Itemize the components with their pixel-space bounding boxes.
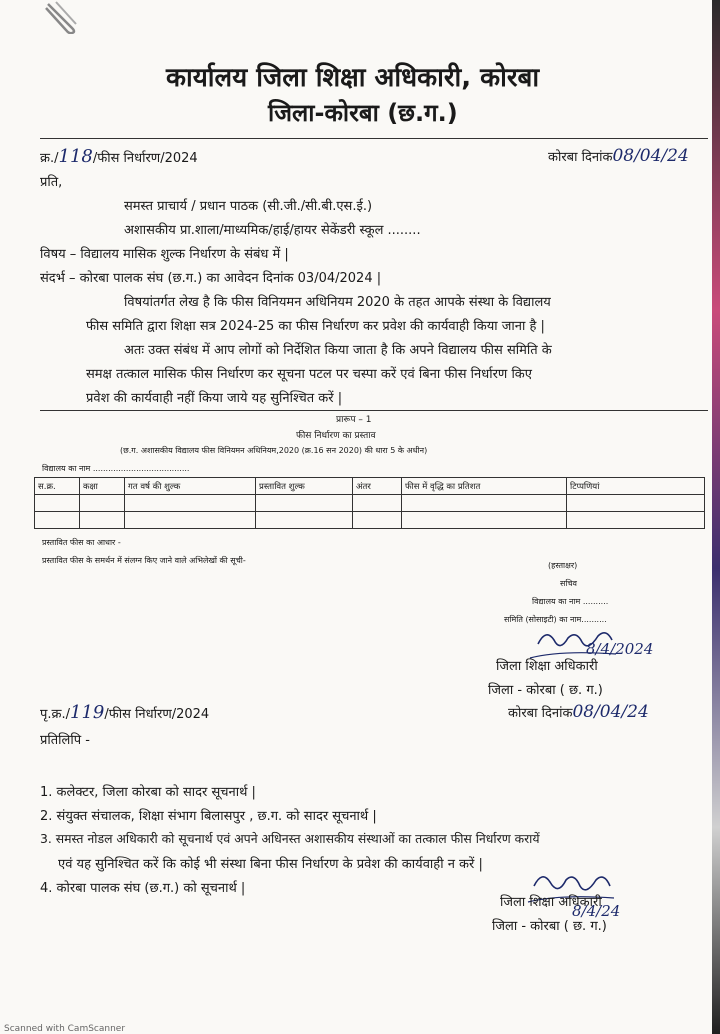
table-row <box>35 512 705 529</box>
fee-table-header <box>35 478 705 495</box>
form-school-name-line: विद्यालय का नाम .......... <box>532 597 609 606</box>
district-heading: जिला-कोरबा (छ.ग.) <box>268 99 458 127</box>
cc-item-3-continued: एवं यह सुनिश्चित करें कि कोई भी संस्था बिना फीस निर्धारण के प्रवेश की कार्यवाही न करें | <box>58 857 483 872</box>
to-label: प्रति, <box>40 175 63 190</box>
scanner-watermark: Scanned with CamScanner <box>4 1024 126 1034</box>
copy-ref-line <box>40 702 209 723</box>
header-rule <box>40 138 708 139</box>
cc-label: प्रतिलिपि - <box>40 733 90 748</box>
cc-item-3: 3. समस्त नोडल अधिकारी को सूचनार्थ एवं अपने अधिनस्त अशासकीय संस्थाओं का तत्काल फीस निर्धारण करायें <box>40 831 540 846</box>
form-title: फीस निर्धारण का प्रस्ताव <box>296 431 376 441</box>
fee-table <box>34 477 705 529</box>
ref-number-handwritten: 118 <box>58 146 93 167</box>
col-remarks: टिप्पणियां <box>567 478 705 495</box>
table-row <box>35 495 705 512</box>
signature-1-officer: जिला शिक्षा अधिकारी <box>496 659 598 674</box>
signature-1-date: 8/4/2024 <box>586 640 654 658</box>
col-serial: स.क्र. <box>35 478 80 495</box>
fee-basis-label: प्रस्तावित फीस का आधार - <box>42 538 121 547</box>
copy-ref-suffix: /फीस निर्धारण/2024 <box>104 707 210 722</box>
copy-ref-prefix: पृ.क्र./ <box>40 707 71 722</box>
school-name-label: विद्यालय का नाम ...................................... <box>42 464 190 473</box>
col-class: कक्षा <box>80 478 125 495</box>
date-handwritten: 08/04/24 <box>612 146 689 166</box>
col-last-year-fee: गत वर्ष की शुल्क <box>125 478 256 495</box>
signature-2-district: जिला - कोरबा ( छ. ग.) <box>492 919 607 934</box>
ref-prefix: क्र./ <box>40 151 59 166</box>
form-act-reference: (छ.ग. अशासकीय विद्यालय फीस विनियमन अधिनियम,2020 (क्र.16 सन 2020) की धारा 5 के अधीन) <box>120 446 428 455</box>
recipient-line-2: अशासकीय प्रा.शाला/माध्यमिक/हाई/हायर सेकेंडरी स्कूल ........ <box>124 223 421 238</box>
records-list-label: प्रस्तावित फीस के समर्थन में संलग्न किए जाने वाले अभिलेखों की सूची- <box>42 556 246 565</box>
col-difference: अंतर <box>353 478 402 495</box>
ref-line <box>40 146 198 167</box>
paper-clip-icon <box>42 0 82 34</box>
cc-item-2: 2. संयुक्त संचालक, शिक्षा संभाग बिलासपुर , छ.ग. को सादर सूचनार्थ | <box>40 809 377 824</box>
cc-item-4: 4. कोरबा पालक संघ (छ.ग.) को सूचनार्थ | <box>40 881 246 896</box>
secretary-label: सचिव <box>560 579 578 588</box>
para1-line2: फीस समिति द्वारा शिक्षा सत्र 2024-25 का फीस निर्धारण कर प्रवेश की कार्यवाही किया जाना है | <box>86 319 545 334</box>
para2-line3: प्रवेश की कार्यवाही नहीं किया जाये यह सुनिश्चित करें | <box>86 391 343 406</box>
reference-line: संदर्भ – कोरबा पालक संघ (छ.ग.) का आवेदन दिनांक 03/04/2024 | <box>40 271 382 286</box>
subject-line: विषय – विद्यालय मासिक शुल्क निर्धारण के संबंध में | <box>40 247 289 262</box>
copy-date-handwritten: 08/04/24 <box>572 702 649 722</box>
date-label: कोरबा दिनांक <box>548 150 613 165</box>
copy-date-label: कोरबा दिनांक <box>508 706 573 721</box>
signature-1-district: जिला - कोरबा ( छ. ग.) <box>488 683 603 698</box>
background-strip <box>712 0 720 1034</box>
para2-line2: समक्ष तत्काल मासिक फीस निर्धारण कर सूचना पटल पर चस्पा करें एवं बिना फीस निर्धारण किए <box>86 367 532 382</box>
para2-line1: अतः उक्त संबंध में आप लोगों को निर्देशित किया जाता है कि अपने विद्यालय फीस समिति के <box>124 343 552 358</box>
signature-placeholder: (हस्ताक्षर) <box>548 561 578 570</box>
para1-line1: विषयांतर्गत लेख है कि फीस विनियमन अधिनियम 2020 के तहत आपके संस्था के विद्यालय <box>124 295 551 310</box>
recipient-line-1: समस्त प्राचार्य / प्रधान पाठक (सी.जी./सी.बी.एस.ई.) <box>124 199 373 214</box>
form-format-label: प्रारूप – 1 <box>336 415 372 425</box>
signature-2-officer: जिला शिक्षा अधिकारी <box>500 895 602 910</box>
signature-2-date: 8/4/24 <box>572 902 621 920</box>
copy-date-line <box>508 702 649 722</box>
date-line <box>548 146 689 166</box>
ref-suffix: /फीस निर्धारण/2024 <box>92 151 198 166</box>
office-title: कार्यालय जिला शिक्षा अधिकारी, कोरबा <box>166 63 540 93</box>
cc-item-1: 1. कलेक्टर, जिला कोरबा को सादर सूचनार्थ | <box>40 785 256 800</box>
form-rule <box>40 410 708 411</box>
col-increase-percent: फीस में वृद्धि का प्रतिशत <box>402 478 567 495</box>
copy-ref-number-handwritten: 119 <box>70 702 105 723</box>
col-proposed-fee: प्रस्तावित शुल्क <box>256 478 353 495</box>
society-name-line: समिति (सोसाइटी) का नाम.......... <box>504 615 607 624</box>
